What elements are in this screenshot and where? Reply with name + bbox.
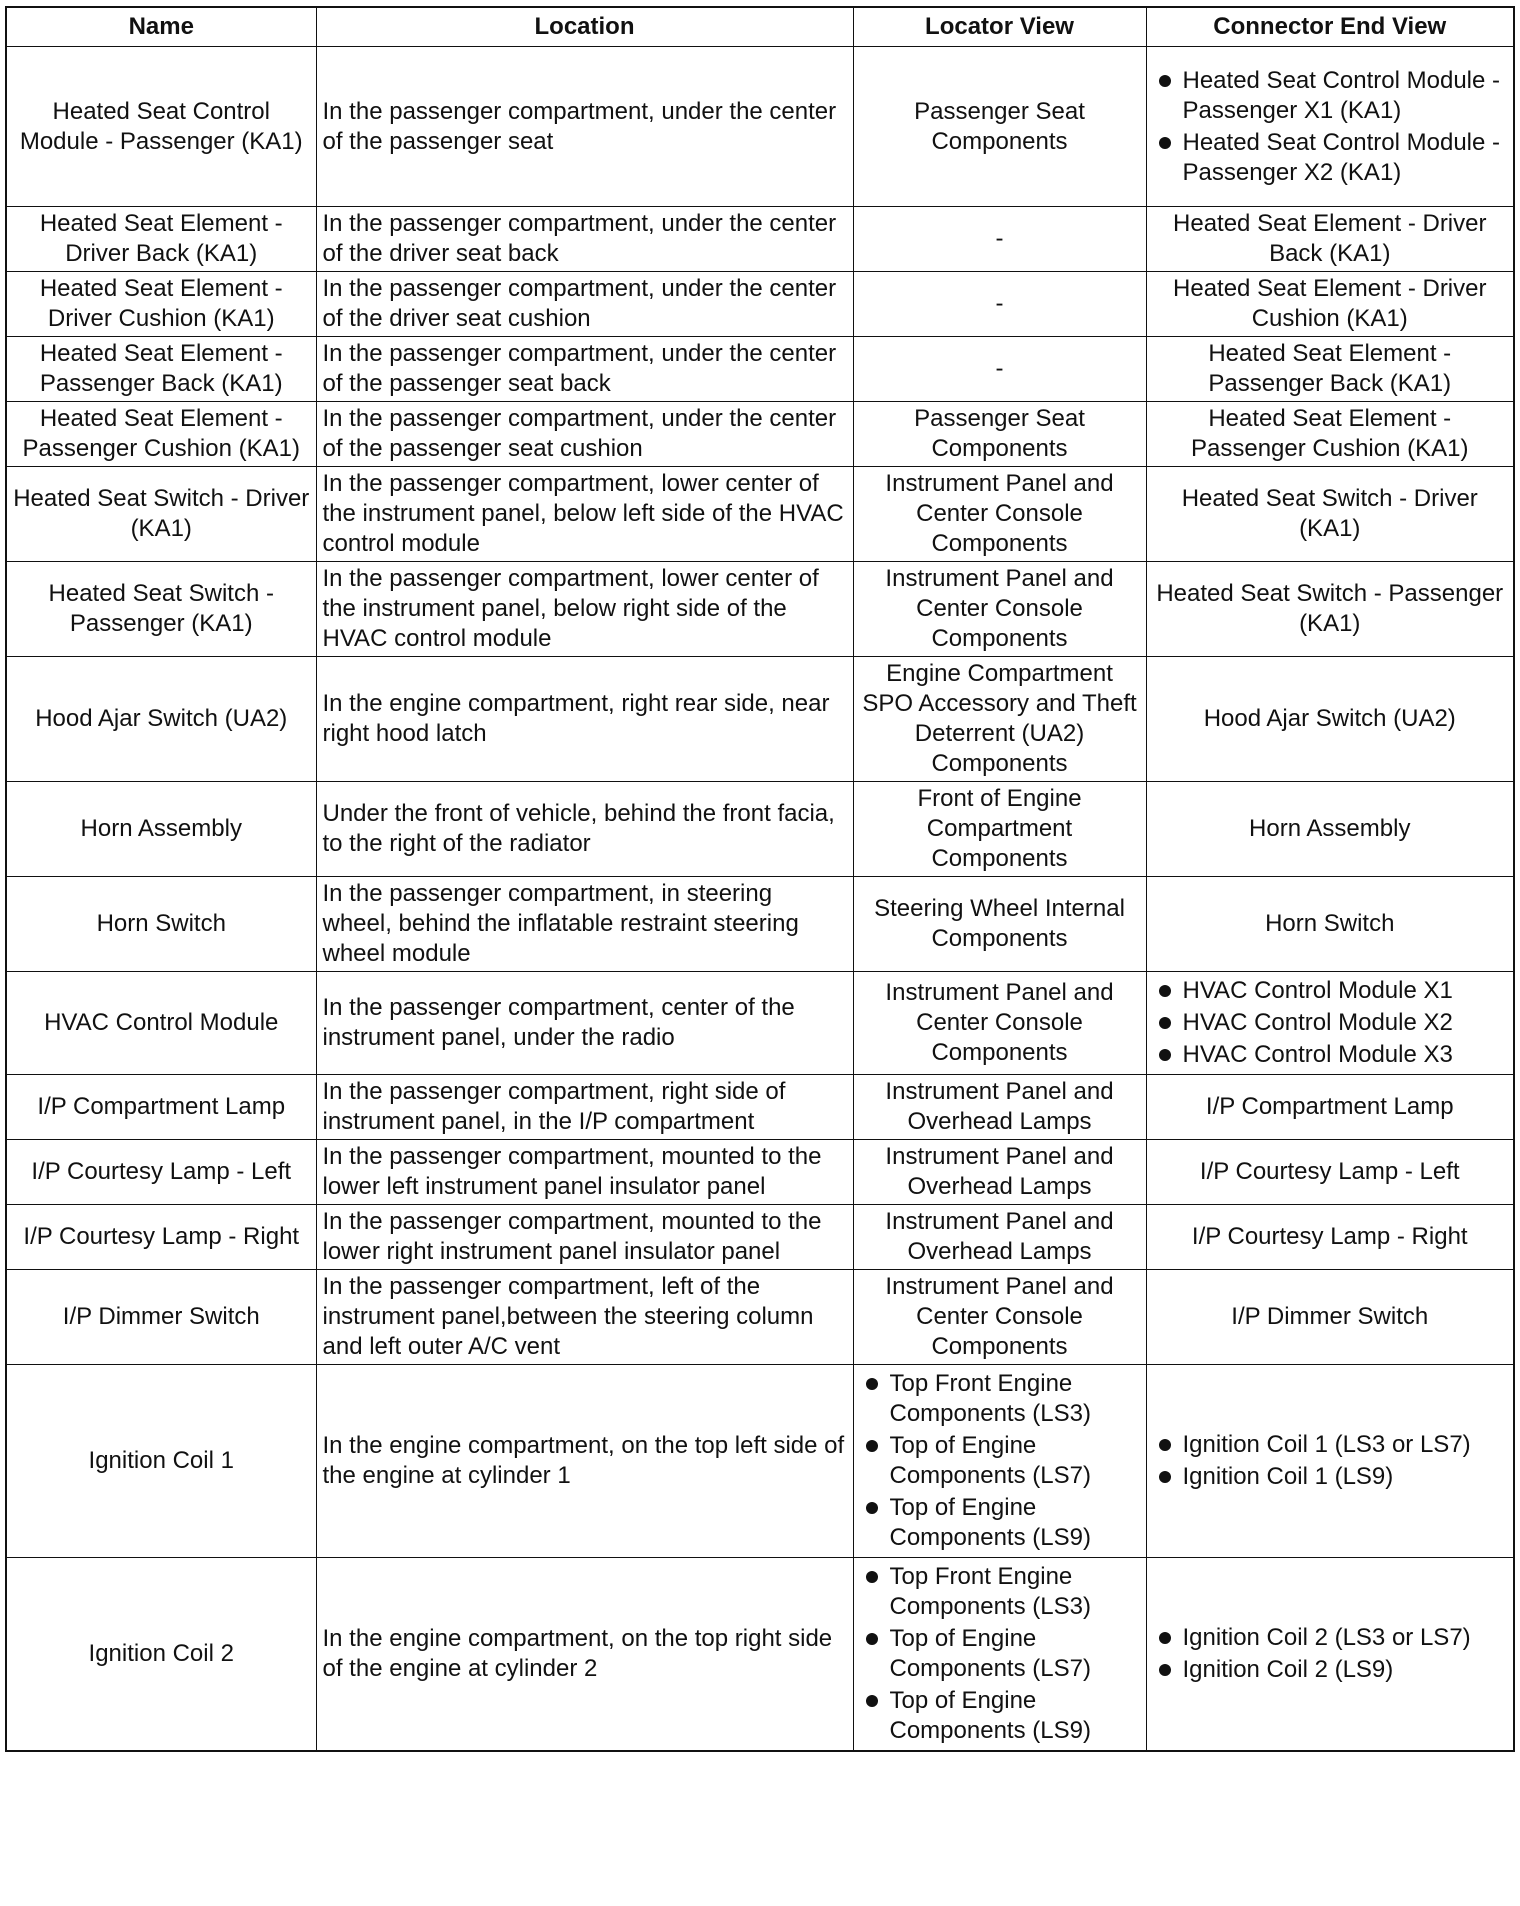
locator-link[interactable]: Top of Engine Components (LS7) [889,1625,1091,1682]
list-item [860,1624,1140,1684]
component-location: In the passenger compartment, lower center of the instrument panel, below right side of the HVAC control module [316,562,853,657]
component-location: In the passenger compartment, under the center of the passenger seat [316,47,853,207]
connector-end-view[interactable]: I/P Courtesy Lamp - Left [1146,1140,1514,1205]
component-name: Ignition Coil 2 [6,1558,316,1752]
locator-view[interactable]: Instrument Panel and Center Console Components [853,1270,1146,1365]
component-name: I/P Courtesy Lamp - Left [6,1140,316,1205]
list-item [1153,1430,1508,1460]
connector-end-view [1146,972,1514,1075]
component-location: Under the front of vehicle, behind the front facia, to the right of the radiator [316,782,853,877]
locator-link[interactable]: Top of Engine Components (LS7) [889,1432,1091,1489]
connector-end-view[interactable]: Heated Seat Switch - Passenger (KA1) [1146,562,1514,657]
locator-view: - [853,337,1146,402]
bullet-icon [866,1378,878,1390]
connector-end-view[interactable]: Heated Seat Element - Passenger Cushion (KA1) [1146,402,1514,467]
list-item [860,1686,1140,1746]
component-location: In the passenger compartment, center of the instrument panel, under the radio [316,972,853,1075]
list-item [1153,1462,1508,1492]
list-item [860,1493,1140,1553]
header-locator-view: Locator View [853,7,1146,47]
locator-view[interactable]: Passenger Seat Components [853,402,1146,467]
bullet-icon [866,1502,878,1514]
table-row [6,972,1514,1075]
connector-list [1153,1430,1508,1492]
locator-link[interactable]: Top Front Engine Components (LS3) [889,1370,1091,1427]
component-location: In the passenger compartment, under the center of the driver seat back [316,207,853,272]
connector-end-view[interactable]: Heated Seat Element - Driver Cushion (KA1) [1146,272,1514,337]
connector-end-view[interactable]: Hood Ajar Switch (UA2) [1146,657,1514,782]
connector-end-view [1146,1365,1514,1558]
connector-list [1153,976,1508,1070]
locator-list [860,1369,1140,1553]
connector-link[interactable]: Heated Seat Control Module - Passenger X2 (KA1) [1182,128,1501,186]
connector-link[interactable]: Ignition Coil 2 (LS9) [1182,1656,1394,1683]
list-item [860,1562,1140,1622]
list-item [1153,1655,1508,1685]
table-row [6,782,1514,877]
list-item [1153,128,1508,188]
locator-link[interactable]: Top of Engine Components (LS9) [889,1494,1091,1551]
bullet-icon [1159,1471,1171,1483]
locator-view[interactable]: Front of Engine Compartment Components [853,782,1146,877]
bullet-icon [1159,1632,1171,1644]
component-location: In the passenger compartment, under the center of the passenger seat cushion [316,402,853,467]
component-name: Heated Seat Switch - Driver (KA1) [6,467,316,562]
connector-link[interactable]: HVAC Control Module X2 [1182,1009,1453,1036]
component-location: In the engine compartment, on the top right side of the engine at cylinder 2 [316,1558,853,1752]
header-location: Location [316,7,853,47]
connector-end-view[interactable]: Heated Seat Element - Driver Back (KA1) [1146,207,1514,272]
component-name: Heated Seat Element - Passenger Cushion (KA1) [6,402,316,467]
connector-list [1153,1623,1508,1685]
locator-view[interactable]: Instrument Panel and Overhead Lamps [853,1205,1146,1270]
component-name: HVAC Control Module [6,972,316,1075]
bullet-icon [866,1633,878,1645]
table-row [6,272,1514,337]
component-location: In the passenger compartment, in steering wheel, behind the inflatable restraint steering wheel module [316,877,853,972]
locator-link[interactable]: Top Front Engine Components (LS3) [889,1563,1091,1620]
table-row [6,1270,1514,1365]
component-name: Horn Assembly [6,782,316,877]
connector-end-view[interactable]: I/P Dimmer Switch [1146,1270,1514,1365]
bullet-icon [1159,137,1171,149]
component-name: Heated Seat Element - Passenger Back (KA1) [6,337,316,402]
connector-link[interactable]: Ignition Coil 2 (LS3 or LS7) [1182,1624,1471,1651]
component-location: In the engine compartment, right rear side, near right hood latch [316,657,853,782]
component-name: Heated Seat Control Module - Passenger (KA1) [6,47,316,207]
list-item [1153,66,1508,126]
component-location: In the passenger compartment, mounted to the lower left instrument panel insulator panel [316,1140,853,1205]
connector-link[interactable]: HVAC Control Module X1 [1182,977,1453,1004]
table-row [6,1365,1514,1558]
table-row [6,467,1514,562]
header-row [6,7,1514,47]
table-row [6,207,1514,272]
bullet-icon [866,1440,878,1452]
connector-list [1153,66,1508,188]
component-name: I/P Compartment Lamp [6,1075,316,1140]
list-item [860,1431,1140,1491]
component-name: I/P Courtesy Lamp - Right [6,1205,316,1270]
component-name: Horn Switch [6,877,316,972]
list-item [860,1369,1140,1429]
bullet-icon [866,1695,878,1707]
locator-view: Passenger Seat Components [853,47,1146,207]
connector-link[interactable]: Ignition Coil 1 (LS3 or LS7) [1182,1431,1471,1458]
locator-view: - [853,207,1146,272]
table-row [6,877,1514,972]
component-location: In the passenger compartment, under the center of the passenger seat back [316,337,853,402]
locator-view: - [853,272,1146,337]
list-item [1153,1008,1508,1038]
locator-view[interactable]: Instrument Panel and Center Console Components [853,562,1146,657]
connector-end-view[interactable]: Heated Seat Element - Passenger Back (KA1) [1146,337,1514,402]
connector-end-view [1146,47,1514,207]
table-row [6,1075,1514,1140]
header-connector-end-view: Connector End View [1146,7,1514,47]
locator-view [853,1365,1146,1558]
component-name: Heated Seat Element - Driver Back (KA1) [6,207,316,272]
bullet-icon [1159,985,1171,997]
component-location: In the passenger compartment, left of the instrument panel,between the steering column and left outer A/C vent [316,1270,853,1365]
component-name: Hood Ajar Switch (UA2) [6,657,316,782]
table-row [6,1205,1514,1270]
locator-view [853,1558,1146,1752]
component-location: In the passenger compartment, under the center of the driver seat cushion [316,272,853,337]
bullet-icon [1159,1664,1171,1676]
locator-view[interactable]: Engine Compartment SPO Accessory and Theft Deterrent (UA2) Components [853,657,1146,782]
locator-view[interactable]: Instrument Panel and Overhead Lamps [853,1140,1146,1205]
connector-end-view[interactable]: Horn Switch [1146,877,1514,972]
header-name: Name [6,7,316,47]
list-item [1153,1040,1508,1070]
connector-link[interactable]: Ignition Coil 1 (LS9) [1182,1463,1394,1490]
bullet-icon [866,1571,878,1583]
component-location: In the passenger compartment, mounted to the lower right instrument panel insulator panel [316,1205,853,1270]
bullet-icon [1159,1017,1171,1029]
table-row [6,1558,1514,1752]
component-name: I/P Dimmer Switch [6,1270,316,1365]
component-locator-table [5,6,1515,1752]
table-row [6,657,1514,782]
locator-view[interactable]: Instrument Panel and Center Console Components [853,467,1146,562]
locator-link[interactable]: Top of Engine Components (LS9) [889,1687,1091,1744]
locator-view[interactable]: Instrument Panel and Center Console Components [853,972,1146,1075]
bullet-icon [1159,1049,1171,1061]
connector-end-view[interactable]: I/P Compartment Lamp [1146,1075,1514,1140]
connector-end-view[interactable]: I/P Courtesy Lamp - Right [1146,1205,1514,1270]
bullet-icon [1159,1439,1171,1451]
locator-list [860,1562,1140,1746]
locator-view[interactable]: Steering Wheel Internal Components [853,877,1146,972]
connector-end-view [1146,1558,1514,1752]
table-row [6,337,1514,402]
table-row [6,402,1514,467]
connector-link[interactable]: Heated Seat Control Module - Passenger X1 (KA1) [1182,66,1501,124]
connector-link[interactable]: HVAC Control Module X3 [1182,1041,1453,1068]
connector-end-view[interactable]: Horn Assembly [1146,782,1514,877]
component-name: Heated Seat Switch - Passenger (KA1) [6,562,316,657]
component-name: Ignition Coil 1 [6,1365,316,1558]
component-name: Heated Seat Element - Driver Cushion (KA1) [6,272,316,337]
list-item [1153,1623,1508,1653]
connector-end-view[interactable]: Heated Seat Switch - Driver (KA1) [1146,467,1514,562]
component-location: In the engine compartment, on the top left side of the engine at cylinder 1 [316,1365,853,1558]
table-row [6,1140,1514,1205]
list-item [1153,976,1508,1006]
table-row [6,562,1514,657]
bullet-icon [1159,75,1171,87]
component-location: In the passenger compartment, right side of instrument panel, in the I/P compartment [316,1075,853,1140]
table-row [6,47,1514,207]
locator-view[interactable]: Instrument Panel and Overhead Lamps [853,1075,1146,1140]
component-location: In the passenger compartment, lower center of the instrument panel, below left side of the HVAC control module [316,467,853,562]
